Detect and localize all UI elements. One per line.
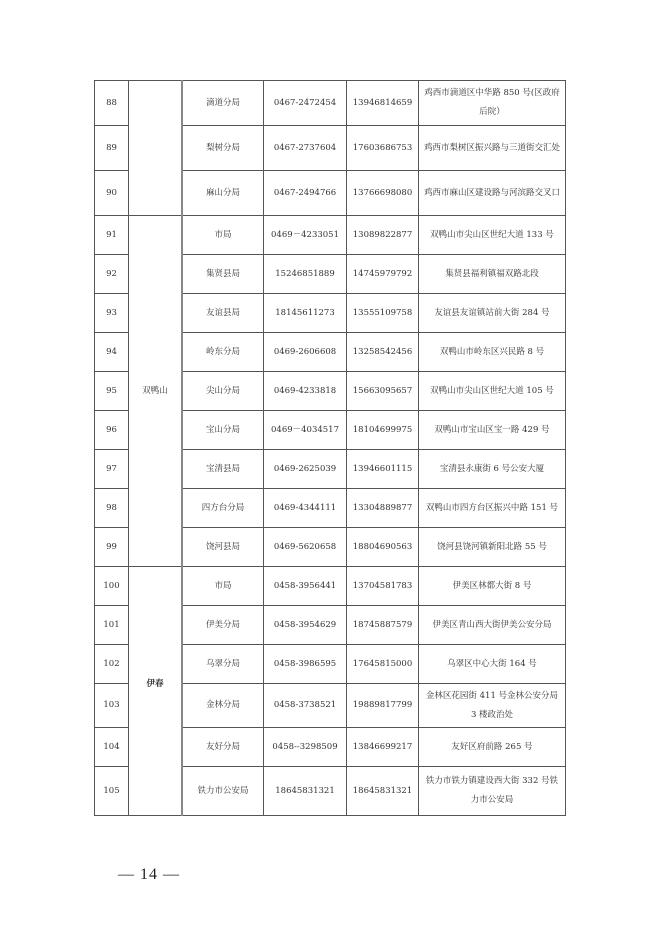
office-phone: 0469-4344111 [264, 489, 347, 528]
office-phone: 0458-3986595 [264, 645, 347, 684]
row-number: 98 [95, 489, 129, 528]
unit-name: 集贤县局 [182, 255, 264, 294]
row-number: 104 [95, 728, 129, 767]
unit-name: 铁力市公安局 [182, 767, 264, 816]
page-number: — 14 — [118, 866, 180, 883]
address: 饶河县饶河镇新阳北路 55 号 [419, 528, 566, 567]
table-row [95, 216, 566, 255]
row-number: 105 [95, 767, 129, 816]
unit-name: 四方台分局 [182, 489, 264, 528]
unit-name: 乌翠分局 [182, 645, 264, 684]
mobile-phone: 13946601115 [347, 450, 419, 489]
mobile-phone: 15663095657 [347, 372, 419, 411]
office-phone: 0469－4034517 [264, 411, 347, 450]
address: 鸡西市麻山区建设路与河滨路交叉口 [419, 171, 566, 216]
mobile-phone: 13766698080 [347, 171, 419, 216]
mobile-phone: 13704581783 [347, 567, 419, 606]
mobile-phone: 19889817799 [347, 684, 419, 728]
address: 友好区府前路 265 号 [419, 728, 566, 767]
office-phone: 0469-4233818 [264, 372, 347, 411]
unit-name: 宝山分局 [182, 411, 264, 450]
address: 双鸭山市四方台区振兴中路 151 号 [419, 489, 566, 528]
row-number: 91 [95, 216, 129, 255]
row-number: 89 [95, 126, 129, 171]
office-phone: 0467-2472454 [264, 81, 347, 126]
city-cell [129, 81, 183, 216]
address: 宝清县永康街 6 号公安大厦 [419, 450, 566, 489]
row-number: 96 [95, 411, 129, 450]
unit-name: 市局 [182, 216, 264, 255]
row-number: 88 [95, 81, 129, 126]
unit-name: 市局 [182, 567, 264, 606]
row-number: 97 [95, 450, 129, 489]
table-row [95, 567, 566, 606]
mobile-phone: 17603686753 [347, 126, 419, 171]
mobile-phone: 14745979792 [347, 255, 419, 294]
office-phone: 0469-2625039 [264, 450, 347, 489]
address: 友谊县友谊镇站前大街 284 号 [419, 294, 566, 333]
address: 集贤县福利镇福双路北段 [419, 255, 566, 294]
mobile-phone: 13555109758 [347, 294, 419, 333]
unit-name: 宝清县局 [182, 450, 264, 489]
address: 伊美区林都大街 8 号 [419, 567, 566, 606]
mobile-phone: 13258542456 [347, 333, 419, 372]
address: 金林区花园街 411 号金林公安分局 3 楼政治处 [419, 684, 566, 728]
address: 铁力市铁力镇建设西大街 332 号铁力市公安局 [419, 767, 566, 816]
unit-name: 金林分局 [182, 684, 264, 728]
address: 鸡西市滴道区中华路 850 号(区政府后院） [419, 81, 566, 126]
mobile-phone: 18645831321 [347, 767, 419, 816]
address: 乌翠区中心大街 164 号 [419, 645, 566, 684]
unit-name: 伊美分局 [182, 606, 264, 645]
address: 双鸭山市岭东区兴民路 8 号 [419, 333, 566, 372]
unit-name: 滴道分局 [182, 81, 264, 126]
row-number: 90 [95, 171, 129, 216]
mobile-phone: 13946814659 [347, 81, 419, 126]
unit-name: 友好分局 [182, 728, 264, 767]
office-phone: 15246851889 [264, 255, 347, 294]
office-phone: 18645831321 [264, 767, 347, 816]
city-cell: 双鸭山 [129, 216, 183, 567]
row-number: 102 [95, 645, 129, 684]
office-phone: 0458--3298509 [264, 728, 347, 767]
row-number: 92 [95, 255, 129, 294]
row-number: 93 [95, 294, 129, 333]
office-phone: 0469-5620658 [264, 528, 347, 567]
address: 双鸭山市尖山区世纪大道 133 号 [419, 216, 566, 255]
address: 双鸭山市宝山区宝一路 429 号 [419, 411, 566, 450]
address: 双鸭山市尖山区世纪大道 105 号 [419, 372, 566, 411]
unit-name: 饶河县局 [182, 528, 264, 567]
office-phone: 0458-3738521 [264, 684, 347, 728]
address: 伊美区青山西大街伊美公安分局 [419, 606, 566, 645]
contact-table [94, 80, 566, 816]
unit-name: 尖山分局 [182, 372, 264, 411]
city-cell: 伊春 [129, 567, 183, 816]
office-phone: 0469－4233051 [264, 216, 347, 255]
unit-name: 友谊县局 [182, 294, 264, 333]
mobile-phone: 18104699975 [347, 411, 419, 450]
row-number: 101 [95, 606, 129, 645]
office-phone: 0458-3956441 [264, 567, 347, 606]
unit-name: 岭东分局 [182, 333, 264, 372]
row-number: 103 [95, 684, 129, 728]
mobile-phone: 13089822877 [347, 216, 419, 255]
mobile-phone: 13304889877 [347, 489, 419, 528]
mobile-phone: 18804690563 [347, 528, 419, 567]
address: 鸡西市梨树区振兴路与三道街交汇处 [419, 126, 566, 171]
office-phone: 0467-2737604 [264, 126, 347, 171]
table-row [95, 81, 566, 126]
unit-name: 梨树分局 [182, 126, 264, 171]
row-number: 95 [95, 372, 129, 411]
row-number: 94 [95, 333, 129, 372]
office-phone: 0467-2494766 [264, 171, 347, 216]
unit-name: 麻山分局 [182, 171, 264, 216]
office-phone: 18145611273 [264, 294, 347, 333]
office-phone: 0469-2606608 [264, 333, 347, 372]
mobile-phone: 17645815000 [347, 645, 419, 684]
mobile-phone: 13846699217 [347, 728, 419, 767]
row-number: 100 [95, 567, 129, 606]
mobile-phone: 18745887579 [347, 606, 419, 645]
office-phone: 0458-3954629 [264, 606, 347, 645]
row-number: 99 [95, 528, 129, 567]
